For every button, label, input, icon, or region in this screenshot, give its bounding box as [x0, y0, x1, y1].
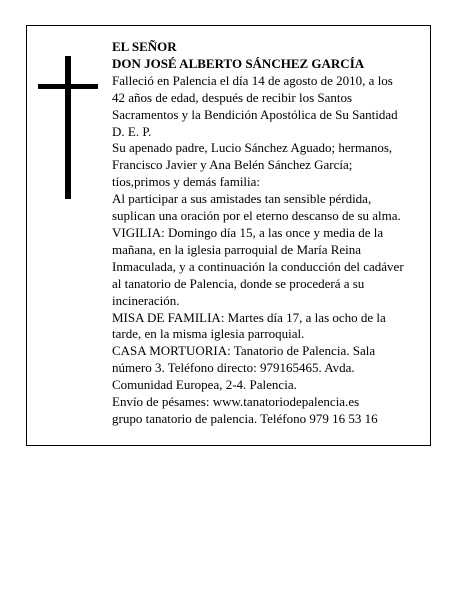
notice-line: Francisco Javier y Ana Belén Sánchez García; — [112, 157, 353, 173]
notice-line: Su apenado padre, Lucio Sánchez Aguado; hermanos, — [112, 140, 393, 156]
notice-line: tíos,primos y demás familia: — [112, 174, 261, 190]
cross-horizontal-bar — [38, 84, 98, 89]
notice-line: MISA DE FAMILIA: Martes día 17, a las ocho de la — [112, 309, 386, 325]
notice-title: EL SEÑOR — [112, 39, 177, 54]
cross-vertical-bar — [65, 56, 71, 199]
notice-line: tarde, en la misma iglesia parroquial. — [112, 326, 305, 342]
notice-line: al tanatorio de Palencia, donde se procederá a su — [112, 275, 365, 291]
notice-line: Inmaculada, y a continuación la conducción del cadáver — [112, 258, 404, 274]
notice-line: mañana, en la iglesia parroquial de María Reina — [112, 241, 362, 257]
notice-line: Envío de pésames: www.tanatoriodepalencia.es — [112, 394, 360, 410]
notice-line: incineración. — [112, 292, 180, 308]
cross-icon — [38, 56, 98, 199]
notice-line: Sacramentos y la Bendición Apostólica de Su Santidad — [112, 106, 398, 122]
notice-line: Al participar a sus amistades tan sensible pérdida, — [112, 191, 372, 207]
notice-line: número 3. Teléfono directo: 979165465. Avda. — [112, 360, 355, 376]
notice-line: CASA MORTUORIA: Tanatorio de Palencia. Sala — [112, 343, 376, 359]
notice-line: Comunidad Europea, 2-4. Palencia. — [112, 377, 297, 393]
notice-line: Falleció en Palencia el día 14 de agosto de 2010, a los — [112, 72, 393, 88]
notice-text — [112, 39, 427, 428]
notice-line: 42 años de edad, después de recibir los Santos — [112, 89, 353, 105]
notice-line: D. E. P. — [112, 123, 152, 139]
obituary-notice — [26, 25, 431, 446]
notice-line: suplican una oración por el eterno descanso de su alma. — [112, 208, 401, 224]
deceased-name: DON JOSÉ ALBERTO SÁNCHEZ GARCÍA — [112, 55, 365, 71]
notice-line: VIGILIA: Domingo día 15, a las once y media de la — [112, 224, 384, 240]
notice-line: grupo tanatorio de palencia. Teléfono 979 16 53 16 — [112, 410, 378, 426]
